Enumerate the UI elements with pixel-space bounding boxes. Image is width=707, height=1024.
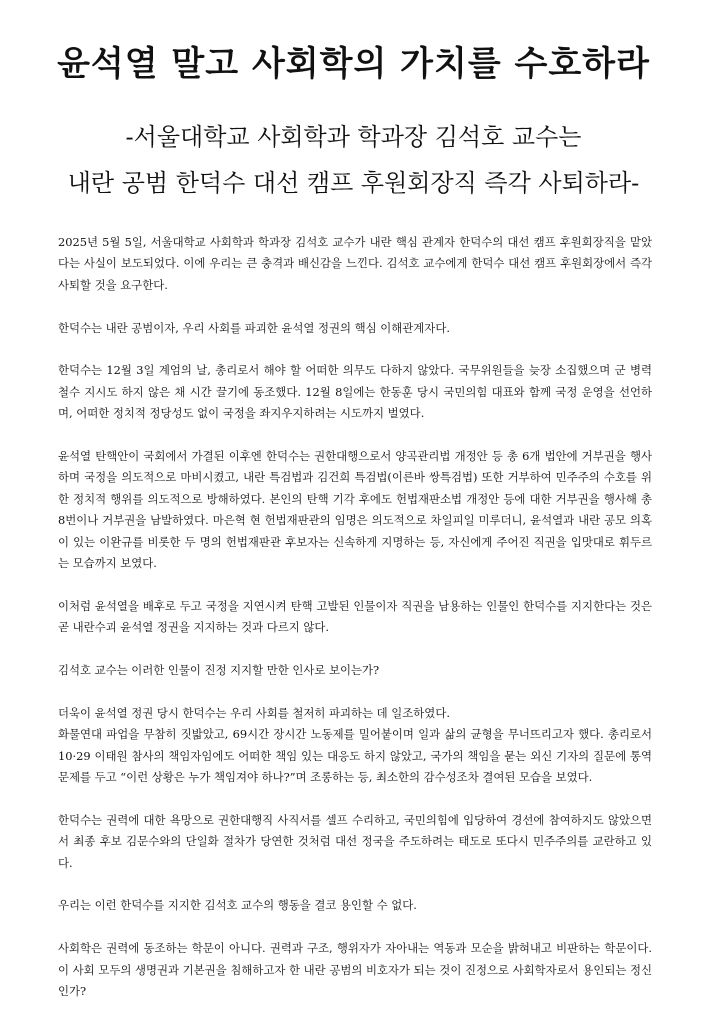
paragraph-1: 2025년 5월 5일, 서울대학교 사회학과 학과장 김석호 교수가 내란 핵심 관계자 한덕수의 대선 캠프 후원회장직을 맡았다는 사실이 보도되었다. 이에 우리는 큰 충격과 배신감을 느낀다. 김석호 교수에게 한덕수 대선 캠프 후원회장에서 즉각 사퇴할 것을 요구한다. [58, 235, 652, 292]
document-body [58, 232, 652, 1024]
paragraph-10: 우리는 이런 한덕수를 지지한 김석호 교수의 행동을 결코 용인할 수 없다. [58, 898, 417, 913]
paragraph-7: 더욱이 윤석열 정권 당시 한덕수는 우리 사회를 철저히 파괴하는 데 일조하였다. [58, 705, 450, 720]
paragraph-8: 화물연대 파업을 무참히 짓밟았고, 69시간 장시간 노동제를 밀어붙이며 일과 삶의 균형을 무너뜨리고자 했다. 총리로서 10·29 이태원 참사의 책임자임에도 어떠한 책임 있는 대응도 하지 않았고, 국가의 책임을 묻는 외신 기자의 질문에 통역 문제를 두고 “이런 상황은 누가 책임져야 하나?”며 조롱하는 등, 최소한의 감수성조차 결여된 모습을 보였다. [58, 727, 652, 785]
document-subtitle [0, 114, 707, 206]
subtitle-line-2: 내란 공범 한덕수 대선 캠프 후원회장직 즉각 사퇴하라- [67, 169, 640, 197]
paragraph-11: 사회학은 권력에 동조하는 학문이 아니다. 권력과 구조, 행위자가 자아내는 역동과 모순을 밝혀내고 비판하는 학문이다. 이 사회 모두의 생명권과 기본권을 침해하고자 한 내란 공범의 비호자가 되는 것이 진정으로 사회학자로서 용인되는 정신인가? [58, 941, 652, 999]
subtitle-line-1: -서울대학교 사회학과 학과장 김석호 교수는 [125, 123, 582, 151]
paragraph-5: 이처럼 윤석열을 배후로 두고 국정을 지연시켜 탄핵 고발된 인물이자 직권을 남용하는 인물인 한덕수를 지지한다는 것은 곧 내란수괴 윤석열 정권을 지지하는 것과 다르지 않다. [58, 598, 652, 635]
paragraph-6: 김석호 교수는 이러한 인물이 진정 지지할 만한 인사로 보이는가? [58, 663, 380, 678]
document-title: 윤석열 말고 사회학의 가치를 수호하라 [57, 44, 650, 84]
paragraph-3: 한덕수는 12월 3일 계엄의 날, 총리로서 해야 할 어떠한 의무도 다하지 않았다. 국무위원들을 늦장 소집했으며 군 병력 철수 지시도 하지 않은 채 시간 끌기에 동조했다. 12월 8일에는 한동훈 당시 국민의힘 대표와 함께 국정 운영을 선언하며, 어떠한 정치적 정당성도 없이 국정을 좌지우지하려는 시도까지 벌였다. [58, 363, 652, 421]
paragraph-9: 한덕수는 권력에 대한 욕망으로 권한대행직 사직서를 셀프 수리하고, 국민의힘에 입당하여 경선에 참여하지도 않았으면서 최종 후보 김문수와의 단일화 절차가 당연한 것처럼 대선 정국을 주도하려는 태도로 또다시 민주주의를 교란하고 있다. [58, 812, 652, 870]
paragraph-2: 한덕수는 내란 공범이자, 우리 사회를 파괴한 윤석열 정권의 핵심 이해관계자다. [58, 320, 450, 335]
paragraph-4: 윤석열 탄핵안이 국회에서 가결된 이후엔 한덕수는 권한대행으로서 양곡관리법 개정안 등 총 6개 법안에 거부권을 행사하며 국정을 의도적으로 마비시켰고, 내란 특검법과 김건희 특검법(이른바 쌍특검법) 또한 거부하여 민주주의 수호를 위한 정치적 행위를 의도적으로 방해하였다. 본인의 탄핵 기각 후에도 헌법재판소법 개정안 등에 대한 거부권을 행사해 총 8번이나 거부권을 남발하였다. 마은혁 현 헌법재판관의 임명은 의도적으로 차일피일 미루더니, 윤석열과 내란 공모 의혹이 있는 이완규를 비롯한 두 명의 헌법재판관 후보자는 신속하게 지명하는 등, 자신에게 주어진 직권을 입맛대로 휘두르는 모습까지 보였다. [58, 449, 652, 571]
